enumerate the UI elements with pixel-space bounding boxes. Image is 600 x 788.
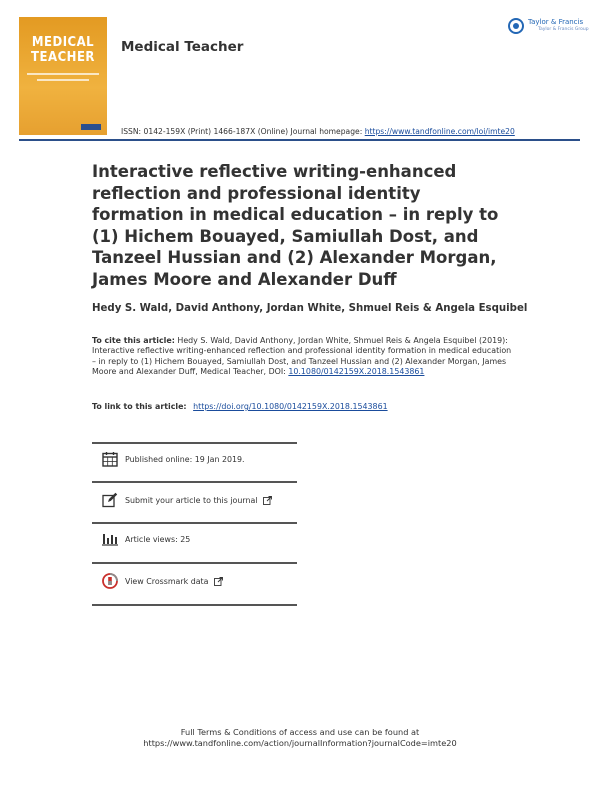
- citation-text: Hedy S. Wald, David Anthony, Jordan White, Shmuel Reis & Angela Esquibel (2019): Interactive reflective writing-enhanced reflection and professional identity formation in medical education – in reply to (1) Hichem Bouayed, Samiullah Dost, and Tanzeel Hussian and (2) Alexander Morgan, James Moore and Alexander Duff, Medical Teacher, DOI:: [92, 336, 512, 377]
- article-link-line: [92, 402, 388, 411]
- article-link-url[interactable]: https://doi.org/10.1080/0142159X.2018.1543861: [193, 402, 388, 411]
- submit-article-link[interactable]: [125, 496, 272, 505]
- published-online-row: [92, 449, 297, 469]
- article-title: Interactive reflective writing-enhanced reflection and professional identity formation in medical education – in reply to (1) Hichem Bouayed, Samiullah Dost, and Tanzeel Hussian and (2) Alexander Morgan, James Moore and Alexander Duff: [92, 162, 499, 289]
- citation-block: [92, 336, 512, 378]
- article-authors: Hedy S. Wald, David Anthony, Jordan White, Shmuel Reis & Angela Esquibel: [92, 303, 528, 314]
- published-online-text: Published online: 19 Jan 2019.: [125, 454, 245, 464]
- crossmark-text: View Crossmark data: [125, 576, 209, 586]
- external-link-icon: [214, 577, 223, 586]
- header-divider: [19, 139, 580, 141]
- crossmark-link[interactable]: [125, 577, 223, 586]
- info-divider: [92, 522, 297, 524]
- external-link-icon: [263, 496, 272, 505]
- submit-article-row[interactable]: [92, 490, 297, 510]
- publisher-logo-sub: Taylor & Francis Group: [538, 27, 589, 32]
- calendar-icon: [100, 450, 120, 468]
- article-views-text: Article views: 25: [125, 534, 191, 544]
- info-divider: [92, 481, 297, 483]
- info-divider: [92, 562, 297, 564]
- bar-chart-icon: [100, 530, 120, 548]
- footer-line1: Full Terms & Conditions of access and use can be found at: [180, 727, 420, 737]
- submit-article-text: Submit your article to this journal: [125, 495, 258, 505]
- journal-homepage-link[interactable]: https://www.tandfonline.com/loi/imte20: [364, 127, 515, 136]
- footer-line2[interactable]: https://www.tandfonline.com/action/journalInformation?journalCode=imte20: [143, 738, 457, 748]
- citation-doi-link[interactable]: 10.1080/0142159X.2018.1543861: [288, 367, 425, 377]
- crossmark-row[interactable]: [92, 571, 297, 591]
- issn-text: ISSN: 0142-159X (Print) 1466-187X (Online) Journal homepage:: [121, 127, 363, 136]
- footer: [0, 727, 600, 749]
- info-divider: [92, 442, 297, 444]
- journal-title: Medical Teacher: [121, 39, 244, 55]
- info-divider: [92, 604, 297, 606]
- edit-icon: [100, 491, 120, 509]
- article-link-label: To link to this article:: [92, 402, 187, 411]
- journal-cover: [19, 17, 107, 135]
- article-views-row: [92, 529, 297, 549]
- cover-title-line2: TEACHER: [31, 50, 95, 65]
- publisher-logo: [508, 18, 588, 38]
- crossmark-icon: [100, 572, 120, 590]
- publisher-logo-text: Taylor & Francis: [528, 18, 584, 26]
- cover-title-line1: MEDICAL: [31, 35, 95, 50]
- citation-label: To cite this article:: [92, 336, 175, 345]
- issn-line: [121, 127, 515, 136]
